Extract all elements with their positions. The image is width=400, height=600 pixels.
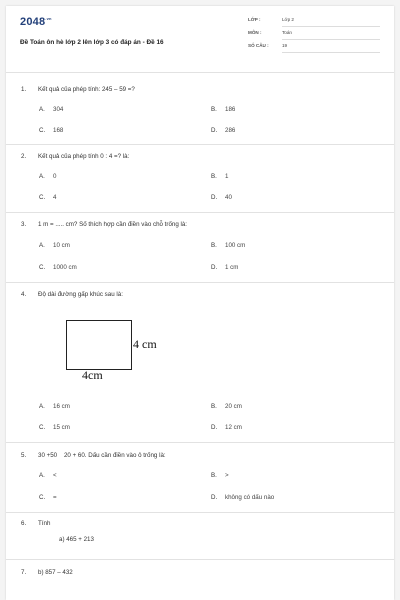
question-number: 1. — [21, 86, 27, 93]
option-text: 40 — [225, 194, 232, 201]
header-divider — [6, 72, 394, 73]
option-letter: D. — [211, 424, 218, 431]
worksheet-page — [6, 6, 394, 600]
question-text: 1 m = ..... cm? Số thích hợp cần điền vào chỗ trống là: — [38, 221, 188, 228]
option-a[interactable] — [39, 472, 57, 479]
option-letter: D. — [211, 494, 218, 501]
option-b[interactable] — [211, 403, 242, 410]
question-number: 5. — [21, 452, 27, 459]
option-d[interactable] — [211, 194, 232, 201]
option-c[interactable] — [39, 194, 56, 201]
subject-label: MÔN : — [248, 30, 262, 35]
logo-suffix: .vn — [45, 16, 52, 21]
option-text: 15 cm — [53, 424, 70, 431]
option-text: 10 cm — [53, 242, 70, 249]
option-letter: B. — [211, 403, 217, 410]
option-c[interactable] — [39, 424, 70, 431]
site-logo[interactable] — [20, 16, 52, 28]
option-text: 1 cm — [225, 264, 239, 271]
option-a[interactable] — [39, 403, 70, 410]
subject-value: Toán — [282, 30, 380, 40]
question-text: Tính — [38, 520, 51, 527]
option-a[interactable] — [39, 106, 63, 113]
option-b[interactable] — [211, 173, 228, 180]
option-letter: A. — [39, 472, 45, 479]
figure-bottom-label: 4cm — [82, 368, 103, 382]
option-d[interactable] — [211, 424, 242, 431]
figure-side-label: 4 cm — [133, 337, 157, 351]
option-b[interactable] — [211, 106, 235, 113]
meta-count-row — [248, 42, 380, 54]
option-text: 168 — [53, 127, 64, 134]
option-letter: B. — [211, 106, 217, 113]
question-divider — [6, 442, 394, 443]
question-text: 30 +50 20 + 60. Dấu cần điền vào ô trống là: — [38, 452, 166, 459]
sub-question: a) 465 + 213 — [59, 536, 94, 543]
question-text: b) 857 – 432 — [38, 569, 73, 576]
option-text: 1000 cm — [53, 264, 77, 271]
option-letter: A. — [39, 173, 45, 180]
class-value: Lớp 2 — [282, 17, 380, 27]
option-letter: C. — [39, 127, 46, 134]
question-text: Kết quả của phép tính: 245 – 59 =? — [38, 86, 135, 93]
polyline-figure — [66, 320, 132, 370]
option-letter: A. — [39, 106, 45, 113]
option-letter: D. — [211, 264, 218, 271]
option-text: 304 — [53, 106, 64, 113]
option-text: 186 — [225, 106, 236, 113]
option-text: không có dấu nào — [225, 494, 275, 501]
logo-text: 2048 — [20, 16, 46, 28]
option-b[interactable] — [211, 242, 245, 249]
option-a[interactable] — [39, 242, 70, 249]
option-text: 286 — [225, 127, 236, 134]
option-d[interactable] — [211, 127, 235, 134]
option-text: 20 cm — [225, 403, 242, 410]
worksheet-header — [6, 6, 394, 72]
meta-subject-row — [248, 29, 380, 41]
option-text: 1 — [225, 173, 229, 180]
option-text: 100 cm — [225, 242, 246, 249]
question-divider — [6, 559, 394, 560]
question-count-value: 19 — [282, 43, 380, 53]
option-letter: C. — [39, 424, 46, 431]
option-letter: C. — [39, 494, 46, 501]
option-text: < — [53, 472, 57, 479]
option-c[interactable] — [39, 494, 57, 501]
option-c[interactable] — [39, 127, 63, 134]
option-letter: B. — [211, 472, 217, 479]
option-letter: C. — [39, 264, 46, 271]
question-count-label: SỐ CÂU : — [248, 43, 269, 48]
question-text: Độ dài đường gấp khúc sau là: — [38, 291, 123, 298]
question-number: 7. — [21, 569, 27, 576]
option-letter: A. — [39, 242, 45, 249]
option-letter: B. — [211, 173, 217, 180]
option-c[interactable] — [39, 264, 77, 271]
option-letter: B. — [211, 242, 217, 249]
option-letter: A. — [39, 403, 45, 410]
option-letter: D. — [211, 194, 218, 201]
option-text: 12 cm — [225, 424, 242, 431]
question-number: 2. — [21, 153, 27, 160]
option-text: 0 — [53, 173, 57, 180]
question-divider — [6, 282, 394, 283]
option-text: 16 cm — [53, 403, 70, 410]
option-letter: D. — [211, 127, 218, 134]
question-number: 4. — [21, 291, 27, 298]
option-letter: C. — [39, 194, 46, 201]
question-divider — [6, 512, 394, 513]
option-d[interactable] — [211, 264, 238, 271]
option-b[interactable] — [211, 472, 229, 479]
option-text: = — [53, 494, 57, 501]
option-a[interactable] — [39, 173, 56, 180]
class-label: LỚP : — [248, 17, 261, 22]
question-number: 3. — [21, 221, 27, 228]
document-title: Đề Toán ôn hè lớp 2 lên lớp 3 có đáp án - Đề 16 — [20, 39, 164, 46]
option-text: > — [225, 472, 229, 479]
question-text: Kết quả của phép tính 0 : 4 =? là: — [38, 153, 130, 160]
question-divider — [6, 144, 394, 145]
option-d[interactable] — [211, 494, 274, 501]
question-divider — [6, 212, 394, 213]
question-number: 6. — [21, 520, 27, 527]
meta-class-row — [248, 16, 380, 28]
option-text: 4 — [53, 194, 57, 201]
